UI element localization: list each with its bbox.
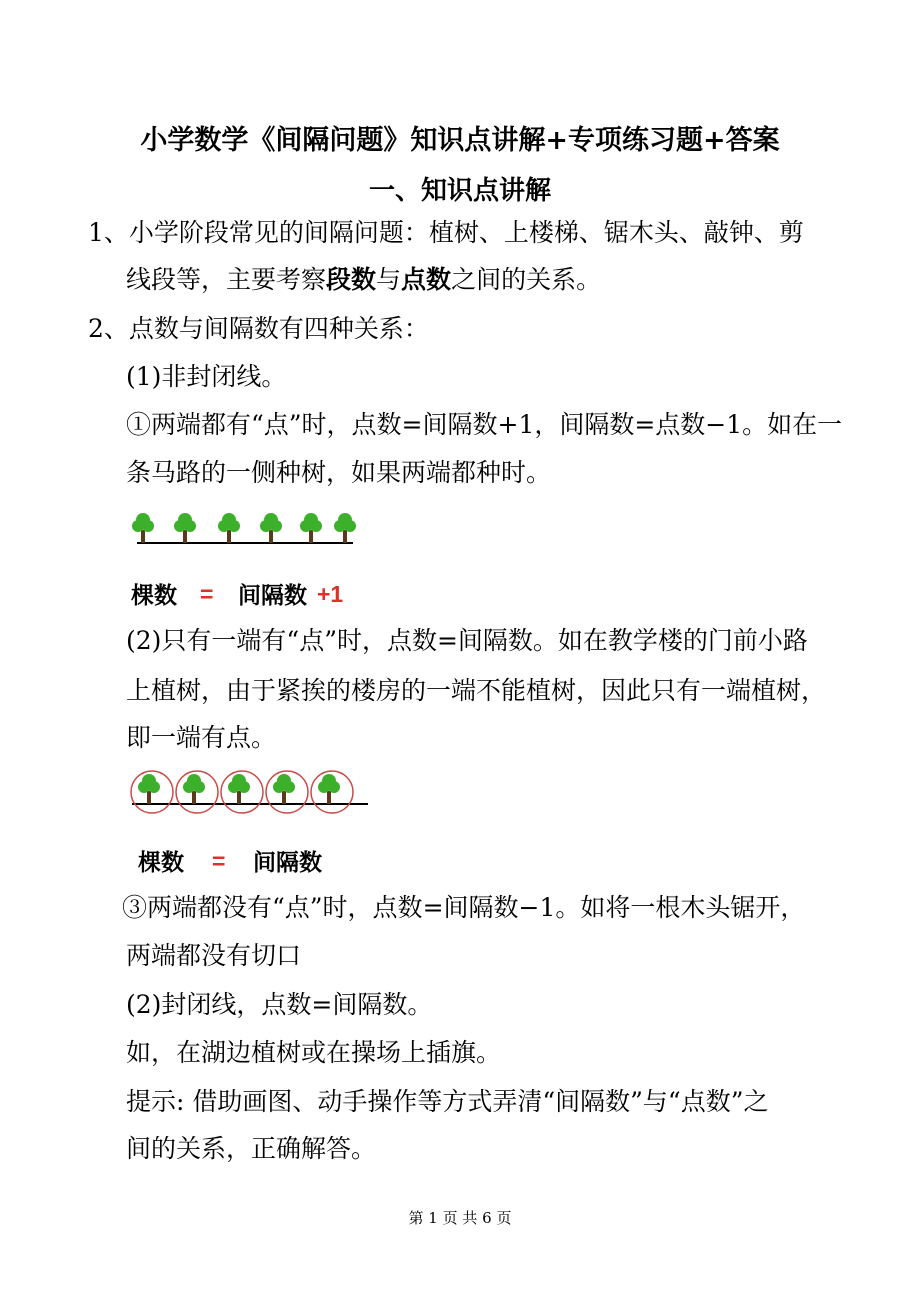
label-equals: = — [200, 581, 214, 607]
page-footer: 第 1 页 共 6 页 — [408, 1209, 512, 1227]
case-4-heading: (2)封闭线，点数=间隔数。 — [126, 990, 433, 1019]
case-1-1-line-2: 条马路的一侧种树，如果两端都种时。 — [126, 458, 552, 487]
case-2-line-3: 即一端有点。 — [126, 723, 277, 752]
case-4-example: 如，在湖边植树或在操场上插旗。 — [126, 1038, 502, 1067]
text-segment: 之间的关系。 — [451, 265, 602, 294]
tree-icon — [273, 774, 295, 804]
tree-icon — [228, 774, 250, 804]
paragraph-2: 2、点数与间隔数有四种关系： — [88, 314, 429, 343]
case-2-line-2: 上植树，由于紧挨的楼房的一端不能植树，因此只有一端植树， — [126, 676, 827, 705]
case-1-heading: (1)非封闭线。 — [126, 362, 287, 391]
tree-icon — [334, 513, 356, 543]
label-tree-count: 棵数 — [131, 582, 177, 608]
tree-icon — [260, 513, 282, 543]
tree-icon — [138, 774, 160, 804]
case-3-line-2: 两端都没有切口 — [126, 941, 302, 970]
bold-term-points: 点数 — [401, 265, 452, 294]
tree-icon — [174, 513, 196, 543]
figure-trees-one-end — [128, 768, 373, 878]
circled-tree-row-diagram — [128, 768, 373, 820]
tree-row-diagram — [125, 505, 365, 555]
tree-icon — [218, 513, 240, 543]
case-3-line-1: ③两端都没有“点”时，点数=间隔数−1。如将一根木头锯开， — [122, 893, 806, 922]
text-segment: 与 — [376, 265, 402, 294]
paragraph-1-line-2 — [126, 265, 601, 295]
paragraph-1-line-1: 1、小学阶段常见的间隔问题：植树、上楼梯、锯木头、敲钟、剪 — [88, 218, 804, 247]
case-2-line-1: (2)只有一端有“点”时，点数=间隔数。如在教学楼的门前小路 — [126, 626, 808, 655]
section-heading: 一、知识点讲解 — [368, 176, 551, 206]
hint-line-1: 提示: 借助画图、动手操作等方式弄清“间隔数”与“点数”之 — [126, 1087, 769, 1116]
label-equals: = — [212, 848, 226, 874]
document-title: 小学数学《间隔问题》知识点讲解+专项练习题+答案 — [140, 125, 780, 156]
case-1-1-line-1: ①两端都有“点”时，点数=间隔数+1，间隔数=点数−1。如在一 — [126, 410, 843, 439]
tree-icon — [183, 774, 205, 804]
figure-trees-both-ends — [125, 505, 365, 610]
label-tree-count: 棵数 — [138, 849, 184, 875]
bold-term-segments: 段数 — [326, 265, 377, 294]
tree-icon — [300, 513, 322, 543]
label-plus-one: +1 — [317, 581, 344, 607]
label-gap-count: 间隔数 — [253, 849, 322, 875]
tree-icon — [318, 774, 340, 804]
text-segment: 线段等，主要考察 — [126, 265, 327, 294]
label-gap-count: 间隔数 — [238, 582, 307, 608]
tree-icon — [132, 513, 154, 543]
hint-line-2: 间的关系，正确解答。 — [126, 1134, 377, 1163]
